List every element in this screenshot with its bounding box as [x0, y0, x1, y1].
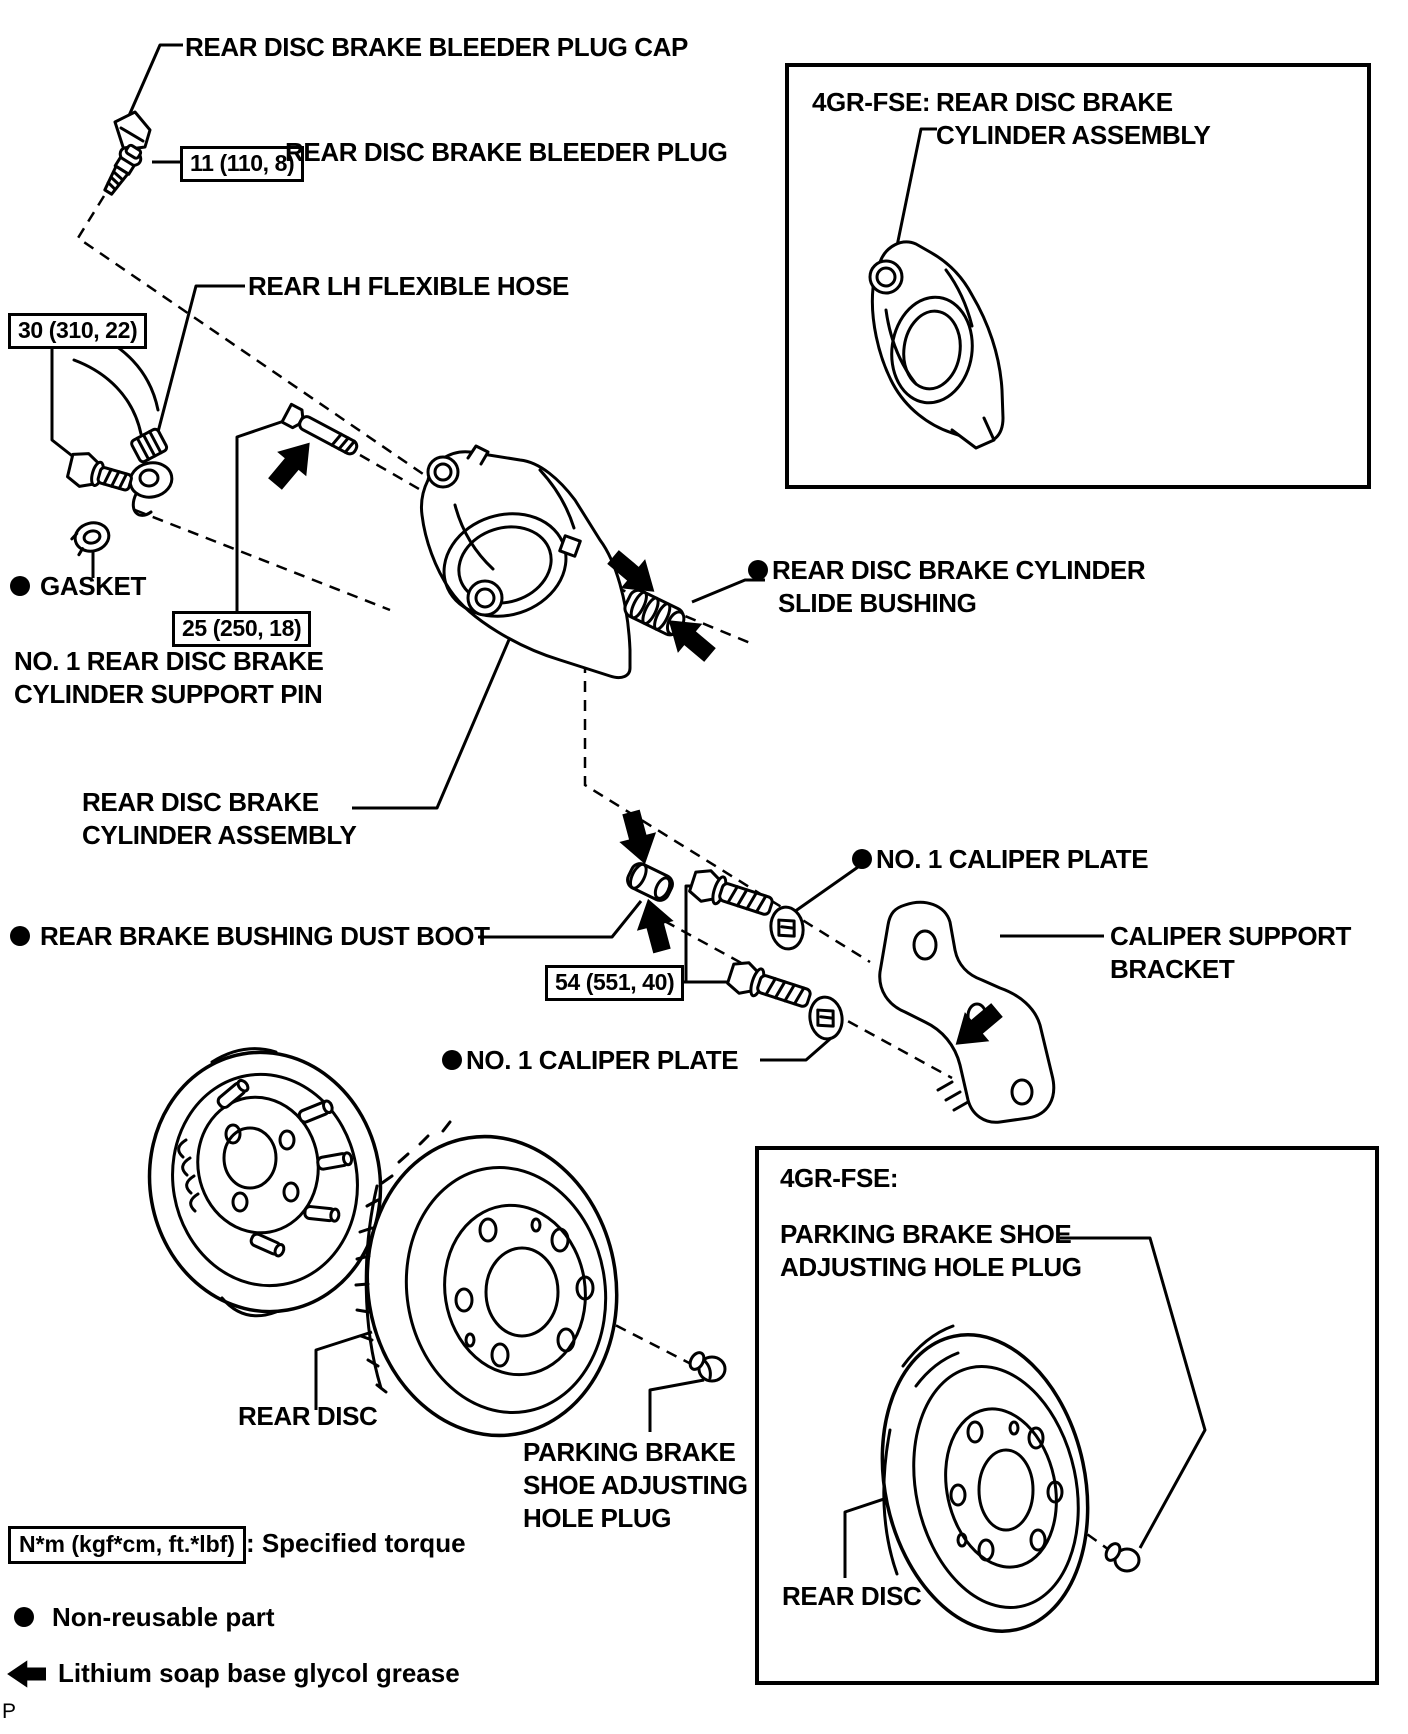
label-slide-bushing-line1: REAR DISC BRAKE CYLINDER — [772, 555, 1146, 585]
label-parking-plug — [523, 1436, 748, 1534]
label-parking-plug-line3: HOLE PLUG — [523, 1502, 672, 1533]
torque-box-bleeder-plug: 11 (110, 8) — [180, 146, 304, 182]
non-reusable-dot-icon — [14, 1607, 34, 1627]
torque-symbol-box: N*m (kgf*cm, ft.*lbf) — [8, 1526, 246, 1564]
label-support-pin-line2: CYLINDER SUPPORT PIN — [14, 678, 323, 709]
label-rear-disc: REAR DISC — [238, 1401, 378, 1431]
label-support-pin-line1: NO. 1 REAR DISC BRAKE — [14, 646, 324, 676]
dust-boot-drawing — [625, 861, 676, 904]
bracket-bolt-2-drawing — [726, 958, 814, 1014]
legend-non-reusable-text: Non-reusable part — [52, 1602, 275, 1632]
label-caliper-plate-1-text: NO. 1 CALIPER PLATE — [876, 844, 1149, 874]
caliper-plate-1-drawing — [768, 905, 806, 951]
non-reusable-dot-icon — [10, 926, 30, 946]
page-corner-letter: P — [2, 1700, 17, 1723]
inset-top-engine-variant: 4GR-FSE: — [812, 87, 931, 117]
hose-union-bolt-drawing — [65, 450, 135, 500]
label-caliper-plate-2-text: NO. 1 CALIPER PLATE — [466, 1045, 739, 1075]
inset-bottom-engine-variant: 4GR-FSE: — [780, 1163, 899, 1193]
non-reusable-dot-icon — [442, 1050, 462, 1070]
rear-disc-drawing — [346, 1118, 638, 1453]
legend-specified-torque — [8, 1526, 466, 1564]
inset-top-label-line1: REAR DISC BRAKE — [936, 87, 1173, 117]
label-gasket-text: GASKET — [40, 571, 146, 601]
gasket-drawing — [69, 519, 112, 555]
label-gasket — [10, 570, 146, 603]
torque-box-hose-bolt: 30 (310, 22) — [8, 313, 147, 349]
label-caliper-plate-1 — [852, 843, 1148, 876]
non-reusable-dot-icon — [10, 576, 30, 596]
inset-top-label — [936, 86, 1210, 152]
label-caliper-support-line2: BRACKET — [1110, 953, 1235, 984]
non-reusable-dot-icon — [748, 560, 768, 580]
label-slide-bushing-line2: SLIDE BUSHING — [778, 587, 977, 618]
label-caliper-plate-2 — [442, 1044, 738, 1077]
label-parking-plug-line1: PARKING BRAKE — [523, 1437, 736, 1467]
legend-non-reusable — [14, 1602, 275, 1633]
label-dust-boot — [10, 920, 490, 953]
legend-specified-torque-text: : Specified torque — [245, 1527, 466, 1558]
label-caliper-support — [1110, 920, 1351, 986]
inset-bottom-label-line1: PARKING BRAKE SHOE — [780, 1219, 1072, 1249]
inset-bottom-label — [780, 1218, 1082, 1284]
inset-top-label-line2: CYLINDER ASSEMBLY — [936, 119, 1211, 150]
torque-box-bracket-bolt: 54 (551, 40) — [545, 965, 684, 1001]
label-flexible-hose: REAR LH FLEXIBLE HOSE — [248, 271, 569, 301]
label-cylinder-assembly-line1: REAR DISC BRAKE — [82, 787, 319, 817]
label-cylinder-assembly-line2: CYLINDER ASSEMBLY — [82, 819, 357, 850]
label-dust-boot-text: REAR BRAKE BUSHING DUST BOOT — [40, 921, 490, 951]
label-support-pin — [14, 645, 323, 711]
label-bleeder-plug: REAR DISC BRAKE BLEEDER PLUG — [285, 137, 728, 167]
torque-box-support-pin: 25 (250, 18) — [172, 611, 311, 647]
label-parking-plug-line2: SHOE ADJUSTING — [523, 1469, 748, 1500]
bleeder-plug-drawing — [99, 142, 145, 198]
label-cylinder-assembly — [82, 786, 356, 852]
adjusting-hole-plug-drawing — [687, 1350, 725, 1381]
inset-bottom-rear-disc: REAR DISC — [782, 1581, 922, 1611]
inset-caliper-drawing — [870, 242, 1003, 448]
caliper-plate-2-drawing — [807, 995, 845, 1041]
label-caliper-support-line1: CALIPER SUPPORT — [1110, 921, 1352, 951]
non-reusable-dot-icon — [852, 849, 872, 869]
label-slide-bushing — [748, 554, 1145, 620]
inset-bottom-label-line2: ADJUSTING HOLE PLUG — [780, 1251, 1082, 1282]
caliper-assembly-drawing — [421, 446, 630, 678]
legend-grease-text: Lithium soap base glycol grease — [58, 1658, 460, 1688]
label-bleeder-plug-cap: REAR DISC BRAKE BLEEDER PLUG CAP — [185, 32, 688, 62]
